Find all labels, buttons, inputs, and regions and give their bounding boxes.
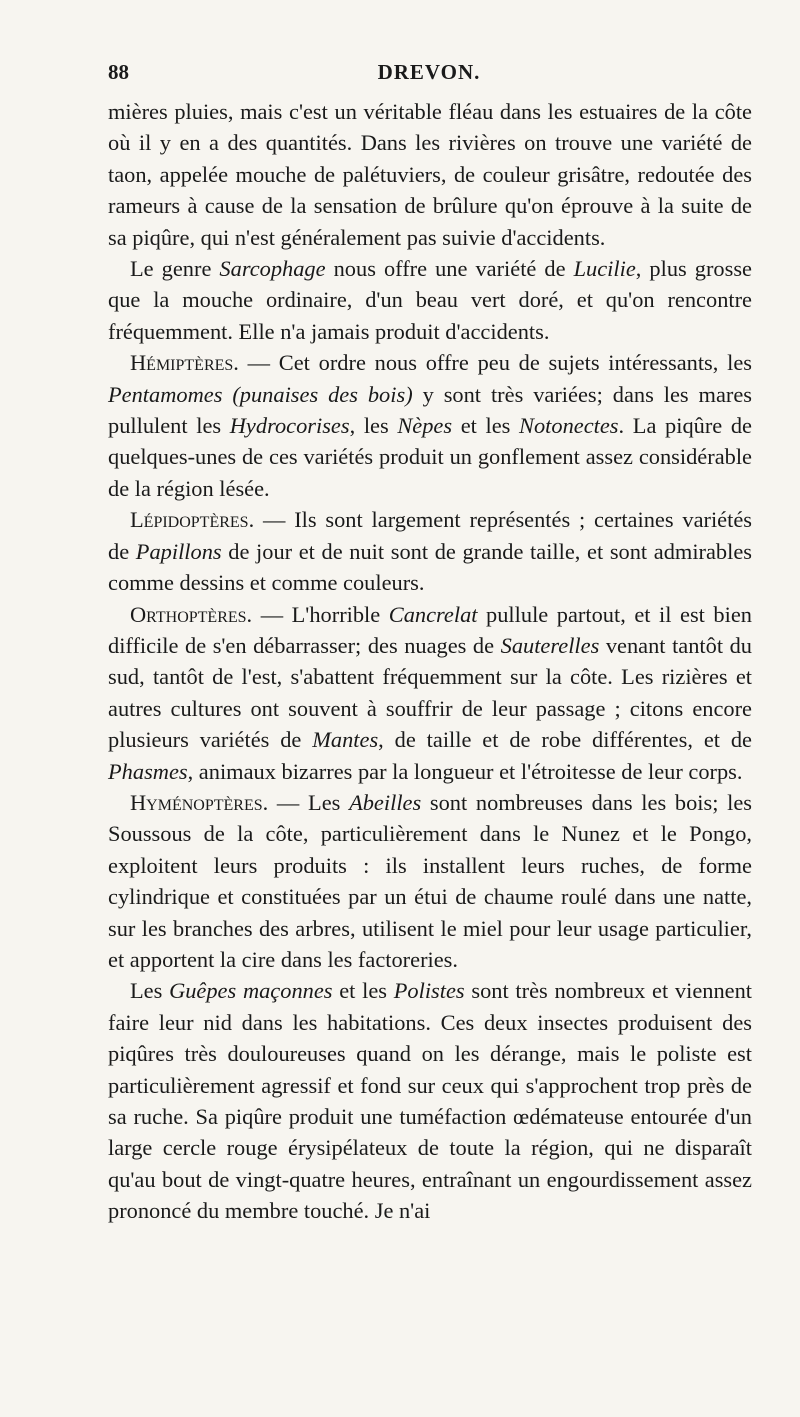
paragraph [108, 787, 752, 975]
italic-term: Pentamomes (punaises des bois) [108, 381, 413, 407]
italic-term: Lucilie [573, 256, 636, 282]
text-run: Le genre [130, 256, 220, 282]
running-head: DREVON. [377, 60, 481, 84]
text-run: y sont très variées; dans les mares pullulent les [108, 381, 752, 439]
italic-term: Polistes [393, 978, 465, 1004]
italic-term: Hydrocorises [229, 413, 350, 439]
text-run: et les [332, 978, 394, 1004]
text-run: venant tantôt du sud, tantôt de l'est, s'abattent fréquemment sur la côte. Les rizières et autres cultures ont souvent à souffrir de leur passage ; citons encore plusieurs variétés de [108, 632, 752, 753]
text-run: — Ils sont largement représentés ; certaines variétés de [108, 507, 752, 564]
page-number: 88 [108, 60, 129, 84]
text-run: . La piqûre de quelques-unes de ces variétés produit un gonflement assez considérable de la région lésée. [108, 413, 752, 501]
paragraph [108, 975, 752, 1226]
italic-term: Mantes [312, 727, 379, 753]
page-header [108, 60, 750, 90]
italic-term: Nèpes [397, 413, 453, 439]
text-run: Les [130, 978, 170, 1004]
text-run: sont très nombreux et viennent faire leur nid dans les habitations. Ces deux insectes produisent des piqûres très douloureuses quand on les dérange, mais le poliste est particulièrement agressif et fond sur ceux qui s'approchent trop près de sa ruche. Sa piqûre produit une tuméfaction œdémateuse entourée d'un large cercle rouge érysipélateux de toute la région, qui ne disparaît qu'au bout de vingt-quatre heures, entraînant un engourdissement assez prononcé du membre touché. Je n'ai [108, 978, 752, 1224]
text-run: , plus grosse que la mouche ordinaire, d'un beau vert doré, et qu'on rencontre fréquemment. Elle n'a jamais produit d'accidents. [108, 256, 752, 344]
text-run: mières pluies, mais c'est un véritable fléau dans les estuaires de la côte où il y en a des quantités. Dans les rivières on trouve une variété de taon, appelée mouche de palétuviers, de couleur grisâtre, redoutée des rameurs à cause de la sensation de brûlure qu'on éprouve à la suite de sa piqûre, qui n'est généralement pas suivie d'accidents. [108, 99, 752, 250]
italic-term: Sarcophage [219, 256, 326, 282]
paragraph [108, 504, 752, 598]
italic-term: Cancrelat [388, 601, 478, 627]
text-run: — Cet ordre nous offre peu de sujets intéressants, les [238, 350, 752, 376]
italic-term: Sauterelles [500, 632, 600, 658]
paragraph [108, 599, 752, 787]
text-run: , animaux bizarres par la longueur et l'étroitesse de leur corps. [187, 758, 743, 784]
paragraph [108, 253, 752, 347]
section-heading: Lépidoptères. [130, 507, 255, 533]
italic-term: Papillons [135, 538, 222, 564]
text-run: , les [349, 413, 398, 439]
text-run: nous offre une variété de [325, 256, 574, 282]
text-run: de jour et de nuit sont de grande taille, et sont admirables comme dessins et comme couleurs. [108, 538, 753, 596]
text-run: pullule partout, et il est bien difficile de s'en débarrasser; des nuages de [108, 601, 752, 658]
italic-term: Guêpes maçonnes [169, 978, 333, 1004]
italic-term: Notonectes [519, 413, 619, 439]
text-run: sont nombreuses dans les bois; les Soussous de la côte, particulièrement dans le Nunez et le Pongo, exploitent leurs produits : ils installent leurs ruches, de forme cylindrique et constituées par un étui de chaume roulé dans une natte, sur les branches des arbres, utilisent le miel pour leur usage particulier, et apportent la cire dans les factoreries. [108, 789, 753, 972]
section-heading: Hémiptères. [130, 350, 239, 376]
body-text [108, 96, 752, 1227]
text-run: — Les [268, 789, 350, 815]
paragraph [108, 347, 752, 504]
section-heading: Hyménoptères. [130, 789, 269, 815]
italic-term: Phasmes [108, 758, 188, 784]
italic-term: Abeilles [349, 789, 422, 815]
paragraph [108, 96, 752, 253]
text-run: et les [452, 413, 520, 439]
text-run: , de taille et de robe différentes, et de [378, 727, 752, 753]
section-heading: Orthoptères. [130, 601, 253, 627]
text-run: — L'horrible [252, 601, 389, 627]
